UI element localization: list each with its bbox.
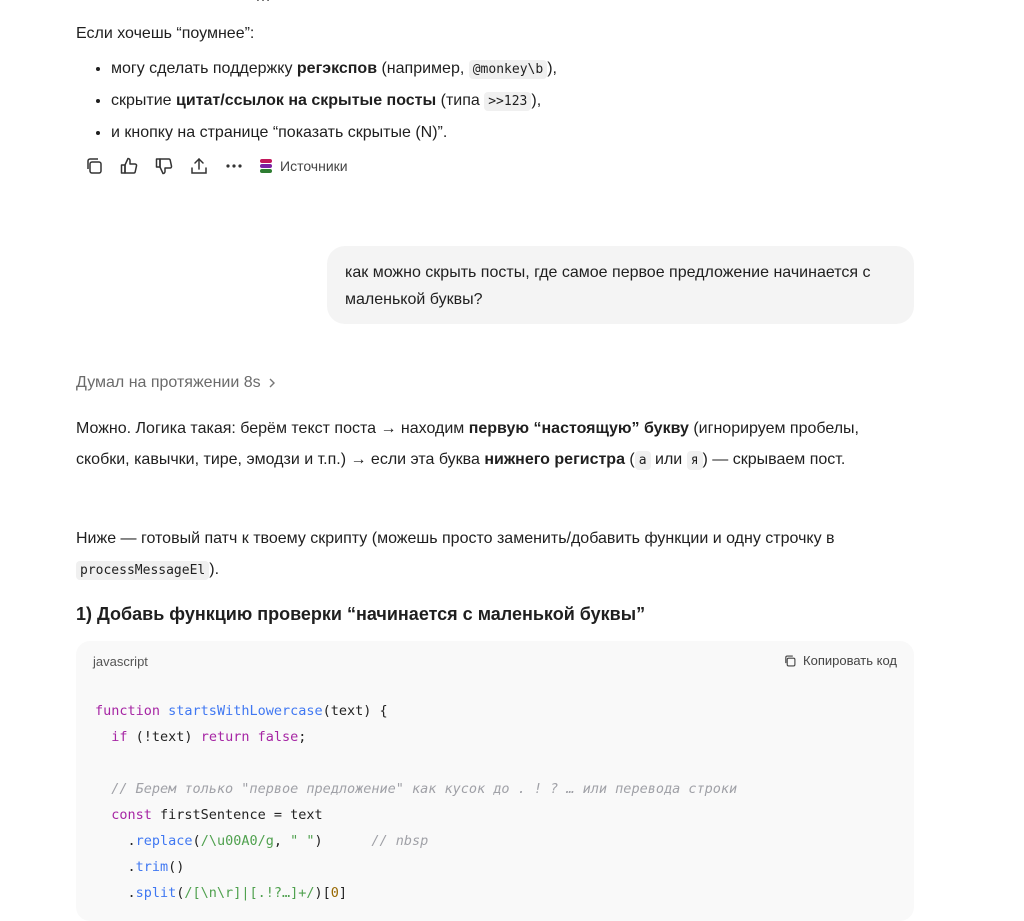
bullet-text: (типа [436,92,485,109]
more-options-button[interactable] [216,152,251,180]
answer-paragraph [76,413,876,476]
bullet-text: скрытие [111,92,177,109]
thought-label: Думал на протяжении 8s [76,374,261,391]
code-line: const firstSentence = text [111,807,323,823]
bullet-text: (например, [377,60,469,77]
bullet-text: и кнопку на странице “показать скрытые (N)”. [111,124,448,141]
intro-text: Если хочешь “поумнее”: [76,25,255,42]
text-span: (игнорируем пробелы, скобки, кавычки, тире, эмодзи и т.п.) → если эта буква [76,420,859,468]
inline-code: я [687,451,703,470]
bullet-text: ), [531,92,542,109]
text-span: Ниже — готовый патч к твоему скрипту (можешь просто заменить/добавить функции и одну строчку в [76,530,835,547]
list-item [111,117,557,148]
section-heading: 1) Добавь функцию проверки “начинается с маленькой буквы” [76,604,646,624]
inline-code: а [635,451,651,470]
code-language-label: javascript [93,654,148,669]
bullet-bold: цитат/ссылок на скрытые посты [176,92,437,109]
text-span: ). [209,561,220,578]
user-message-bubble [327,246,914,324]
message-actions [76,152,348,180]
sources-label: Источники [280,158,348,174]
inline-code: processMessageEl [76,561,209,580]
code-line: .split(/[\n\r]|[.!?…]+/)[0] [95,885,348,901]
text-span: ( [624,451,635,468]
code-line: if (!text) return false; [111,729,307,745]
text-span: Можно. Логика такая: берём текст поста → находим [76,420,469,437]
list-item [111,85,557,117]
answer-paragraph [76,523,926,586]
user-message-text: как можно скрыть посты, где самое первое предложение начинается с маленькой буквы? [345,264,871,308]
share-button[interactable] [181,152,216,180]
copy-icon [783,654,797,668]
sources-icon [260,159,272,173]
share-icon [189,156,209,176]
thumbs-down-icon [154,156,174,176]
copy-button[interactable] [76,152,111,180]
bullet-list [76,53,557,148]
text-span: или [650,451,687,468]
thought-toggle[interactable] [76,374,277,392]
thumbs-up-icon [119,156,139,176]
bullet-text: могу сделать поддержку [111,60,297,77]
sources-button[interactable] [260,158,348,174]
inline-code: >>123 [484,92,531,111]
bullet-text: ), [547,60,557,77]
bullet-bold: регэкспов [296,60,378,77]
thumbs-up-button[interactable] [111,152,146,180]
bold-span: первую “настоящую” букву [468,420,689,437]
code-line: // Берем только "первое предложение" как кусок до . ! ? … или перевода строки [111,781,738,797]
chevron-right-icon [267,377,277,389]
bold-span: нижнего регистра [484,451,625,468]
ellipsis-icon [224,156,244,176]
copy-code-label: Копировать код [803,653,897,668]
inline-code: @monkey\b [469,60,547,79]
copy-code-button[interactable] [783,653,897,668]
copy-icon [84,156,104,176]
code-line: .replace(/\u00A0/g, " ") // nbsp [95,833,429,849]
code-block [76,641,914,921]
code-content [95,698,737,906]
text-span: ) — скрываем пост. [702,451,846,468]
code-line: function startsWithLowercase(text) { [95,703,388,719]
clipped-text [255,0,271,6]
thumbs-down-button[interactable] [146,152,181,180]
list-item [111,53,557,85]
code-line: .trim() [95,859,185,875]
